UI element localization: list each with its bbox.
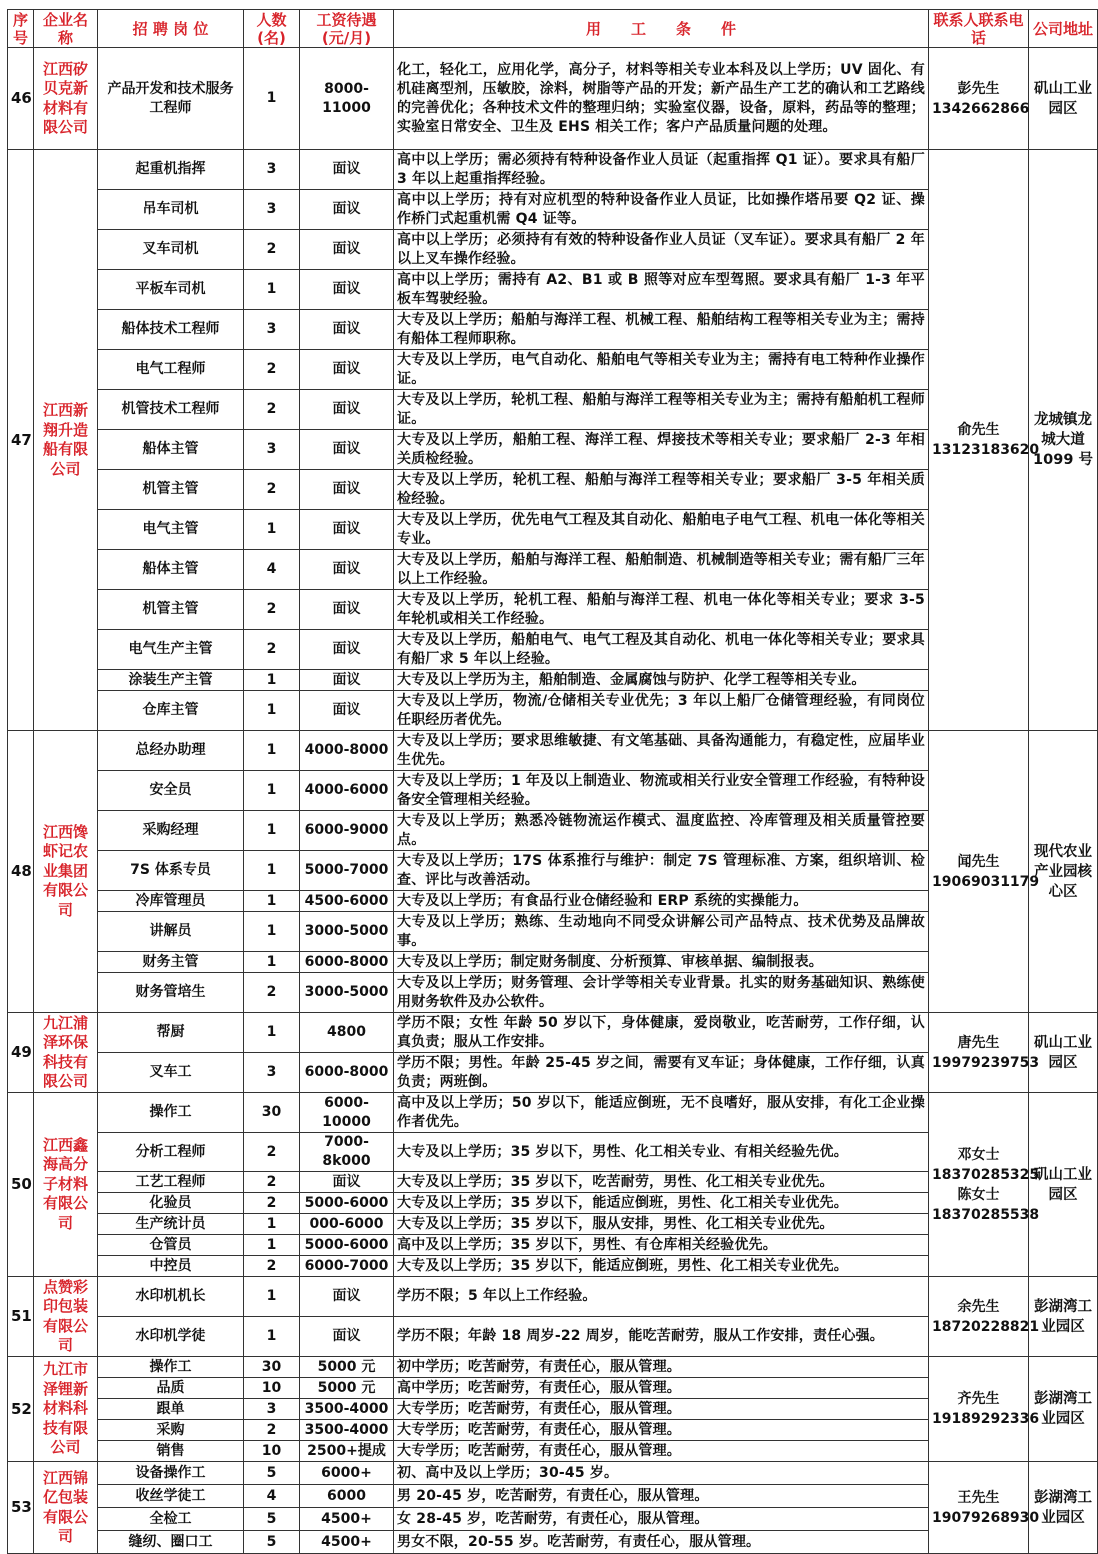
job-title: 销售 [98,1441,244,1462]
job-conditions: 学历不限；年龄 18 周岁-22 周岁，能吃苦耐劳，服从工作安排，责任心强。 [394,1317,929,1357]
job-title: 涂装生产主管 [98,670,244,691]
job-count: 2 [244,590,300,630]
job-count: 1 [244,1214,300,1235]
job-title: 中控员 [98,1256,244,1277]
header-count: 人数(名) [244,10,300,48]
job-count: 1 [244,1013,300,1053]
job-salary: 面议 [300,1277,394,1317]
job-title: 机管技术工程师 [98,390,244,430]
recruitment-table [7,9,1098,1554]
header-contact: 联系人联系电话 [929,10,1029,48]
job-salary: 面议 [300,390,394,430]
job-count: 4 [244,550,300,590]
job-count: 1 [244,691,300,731]
job-title: 操作工 [98,1093,244,1133]
seq-number: 53 [8,1462,34,1554]
job-title: 安全员 [98,771,244,811]
job-salary: 5000-6000 [300,1193,394,1214]
job-title: 吊车司机 [98,190,244,230]
job-title: 机管主管 [98,590,244,630]
job-conditions: 高中及以上学历；50 岁以下，能适应倒班，无不良嗜好，服从安排，有化工企业操作者优先。 [394,1093,929,1133]
job-count: 2 [244,1420,300,1441]
job-title: 生产统计员 [98,1214,244,1235]
job-conditions: 大专及以上学历，物流/仓储相关专业优先；3 年以上船厂仓储管理经验，有同岗位任职经历者优先。 [394,691,929,731]
job-conditions: 大专及以上学历，优先电气工程及其自动化、船舶电子电气工程、机电一体化等相关专业。 [394,510,929,550]
job-count: 1 [244,952,300,973]
job-salary: 4500+ [300,1508,394,1531]
company-address: 龙城镇龙城大道1099 号 [1029,150,1098,731]
job-salary: 面议 [300,430,394,470]
job-count: 2 [244,470,300,510]
job-conditions: 大专及以上学历；要求思维敏捷、有文笔基础、具备沟通能力，有稳定性，应届毕业生优先。 [394,731,929,771]
job-count: 1 [244,731,300,771]
company-name: 江西新翔升造船有限公司 [34,150,98,731]
job-count: 1 [244,670,300,691]
job-title: 品质 [98,1378,244,1399]
job-title: 操作工 [98,1357,244,1378]
company-name: 江西锦亿包装有限公司 [34,1462,98,1554]
job-salary: 面议 [300,230,394,270]
job-count: 1 [244,1277,300,1317]
job-count: 1 [244,510,300,550]
job-conditions: 大专及以上学历；17S 体系推行与维护：制定 7S 管理标准、方案，组织培训、检查、评比与改善活动。 [394,851,929,891]
job-count: 1 [244,1235,300,1256]
job-count: 2 [244,1256,300,1277]
job-conditions: 高中以上学历；持有对应机型的特种设备作业人员证，比如操作塔吊要 Q2 证、操作桥门式起重机需 Q4 证等。 [394,190,929,230]
job-count: 1 [244,270,300,310]
job-title: 叉车司机 [98,230,244,270]
job-conditions: 大专及以上学历；财务管理、会计学等相关专业背景。扎实的财务基础知识、熟练使用财务软件及办公软件。 [394,973,929,1013]
job-salary: 面议 [300,470,394,510]
job-salary: 3500-4000 [300,1420,394,1441]
job-conditions: 大专学历；吃苦耐劳，有责任心，服从管理。 [394,1399,929,1420]
contact-cell [929,150,1040,731]
job-title: 总经办助理 [98,731,244,771]
job-title: 全检工 [98,1508,244,1531]
job-salary: 面议 [300,1317,394,1357]
job-salary: 面议 [300,630,394,670]
job-conditions: 大专及以上学历；35 岁以下，吃苦耐劳，男性、化工相关专业优先。 [394,1172,929,1193]
job-count: 3 [244,150,300,190]
job-conditions: 大专及以上学历；有食品行业仓储经验和 ERP 系统的实操能力。 [394,891,929,912]
table-row [8,1462,1098,1485]
job-title: 船体主管 [98,430,244,470]
job-conditions: 大专及以上学历；35 岁以下，服从安排，男性、化工相关专业优先。 [394,1214,929,1235]
job-conditions: 大专及以上学历；船舶与海洋工程、机械工程、船舶结构工程等相关专业为主；需持有船体工程师职称。 [394,310,929,350]
job-salary: 4000-8000 [300,731,394,771]
job-salary: 面议 [300,510,394,550]
job-salary: 6000 [300,1485,394,1508]
job-conditions: 大专及以上学历，轮机工程、船舶与海洋工程、机电一体化等相关专业；要求 3-5 年轮机或相关工作经验。 [394,590,929,630]
job-salary: 3000-5000 [300,973,394,1013]
job-title: 船体主管 [98,550,244,590]
job-title: 采购 [98,1420,244,1441]
table-row [8,1013,1098,1053]
job-title: 跟单 [98,1399,244,1420]
job-salary: 4800 [300,1013,394,1053]
job-count: 30 [244,1357,300,1378]
job-conditions: 大专及以上学历，轮机工程、船舶与海洋工程等相关专业；要求船厂 3-5 年相关质检经验。 [394,470,929,510]
table-row [8,1093,1098,1133]
job-conditions: 大专及以上学历；1 年及以上制造业、物流或相关行业安全管理工作经验，有特种设备安全管理相关经验。 [394,771,929,811]
company-address: 矶山工业园区 [1029,1093,1098,1277]
seq-number: 46 [8,48,34,150]
header-position: 招 聘 岗 位 [98,10,244,48]
header-seq: 序号 [8,10,34,48]
job-conditions: 大专及以上学历；熟悉冷链物流运作模式、温度监控、冷库管理及相关质量管控要点。 [394,811,929,851]
job-title: 财务管培生 [98,973,244,1013]
job-conditions: 大专及以上学历为主，船舶制造、金属腐蚀与防护、化学工程等相关专业。 [394,670,929,691]
job-conditions: 高中学历；吃苦耐劳，有责任心，服从管理。 [394,1378,929,1399]
job-conditions: 大专及以上学历；35 岁以下，男性、化工相关专业、有相关经验先优。 [394,1133,929,1172]
job-count: 3 [244,430,300,470]
job-salary: 6000-9000 [300,811,394,851]
table-row [8,1357,1098,1378]
job-count: 2 [244,350,300,390]
job-title: 财务主管 [98,952,244,973]
job-salary: 6000+ [300,1462,394,1485]
contact-name: 俞先生 [957,422,1000,438]
job-conditions: 高中及以上学历；35 岁以下，男性、有仓库相关经验优先。 [394,1235,929,1256]
job-conditions: 女 28-45 岁，吃苦耐劳，有责任心，服从管理。 [394,1508,929,1531]
job-conditions: 高中以上学历；需持有 A2、B1 或 B 照等对应车型驾照。要求具有船厂 1-3 年平板车驾驶经验。 [394,270,929,310]
job-count: 30 [244,1093,300,1133]
job-title: 水印机机长 [98,1277,244,1317]
job-title: 仓库主管 [98,691,244,731]
job-conditions: 大专及以上学历；熟练、生动地向不同受众讲解公司产品特点、技术优势及品牌故事。 [394,912,929,952]
job-title: 电气工程师 [98,350,244,390]
job-salary: 6000-8000 [300,952,394,973]
job-conditions: 大专及以上学历，船舶与海洋工程、船舶制造、机械制造等相关专业；需有船厂三年以上工作经验。 [394,550,929,590]
header-salary: 工资待遇(元/月) [300,10,394,48]
job-salary: 5000-7000 [300,851,394,891]
job-conditions: 学历不限；男性。年龄 25-45 岁之间，需要有叉车证；身体健康，工作仔细，认真负责；两班倒。 [394,1053,929,1093]
job-conditions: 化工，轻化工，应用化学，高分子，材料等相关专业本科及以上学历；UV 固化、有机硅离型剂，压敏胶，涂料，树脂等产品的开发；新产品生产工艺的确认和工艺路线的完善优化；各种技术文件的整理归纳；实验室仪器，设备，原料，药品等的整理；实验室日常安全、卫生及 EHS 相关工作；客户产品质量问题的处理。 [394,48,929,150]
contact-phone: 19979239753 [932,1054,1040,1071]
job-conditions: 大专及以上学历，船舶电气、电气工程及其自动化、机电一体化等相关专业；要求具有船厂求 5 年以上经验。 [394,630,929,670]
company-address: 矶山工业园区 [1029,48,1098,150]
job-count: 3 [244,1399,300,1420]
company-address: 彭湖湾工业园区 [1029,1357,1098,1462]
job-count: 1 [244,912,300,952]
company-name: 江西馋虾记农业集团有限公司 [34,731,98,1013]
job-conditions: 大专及以上学历，电气自动化、船舶电气等相关专业为主；需持有电工特种作业操作证。 [394,350,929,390]
job-salary: 8000-11000 [300,48,394,150]
job-salary: 4500+ [300,1531,394,1554]
header-conditions: 用 工 条 件 [394,10,929,48]
contact-cell [929,1093,1040,1277]
job-conditions: 男 20-45 岁，吃苦耐劳，有责任心，服从管理。 [394,1485,929,1508]
table-body [8,48,1098,1554]
job-salary: 3500-4000 [300,1399,394,1420]
contact-cell [929,731,1040,1013]
contact-cell [929,1013,1040,1093]
job-count: 3 [244,1053,300,1093]
contact-name: 邓女士 [957,1146,1000,1163]
job-conditions: 大专及以上学历；35 岁以下，能适应倒班，男性、化工相关专业优先。 [394,1193,929,1214]
job-conditions: 大专学历；吃苦耐劳，有责任心，服从管理。 [394,1420,929,1441]
job-title: 工艺工程师 [98,1172,244,1193]
job-conditions: 初、高中及以上学历；30-45 岁。 [394,1462,929,1485]
job-count: 1 [244,771,300,811]
seq-number: 48 [8,731,34,1013]
job-salary: 3000-5000 [300,912,394,952]
job-conditions: 大专学历；吃苦耐劳，有责任心，服从管理。 [394,1441,929,1462]
contact-phone: 18720228821 [932,1318,1040,1335]
job-title: 帮厨 [98,1013,244,1053]
job-title: 冷库管理员 [98,891,244,912]
job-salary: 5000 元 [300,1378,394,1399]
job-salary: 面议 [300,550,394,590]
job-salary: 面议 [300,270,394,310]
job-title: 叉车工 [98,1053,244,1093]
job-count: 4 [244,1485,300,1508]
job-conditions: 大专及以上学历，轮机工程、船舶与海洋工程等相关专业为主；需持有船舶机工程师证。 [394,390,929,430]
job-conditions: 学历不限；女性 年龄 50 岁以下，身体健康，爱岗敬业，吃苦耐劳，工作仔细，认真负责；服从工作安排。 [394,1013,929,1053]
seq-number: 50 [8,1093,34,1277]
job-conditions: 大专及以上学历，船舶工程、海洋工程、焊接技术等相关专业；要求船厂 2-3 年相关质检经验。 [394,430,929,470]
job-count: 10 [244,1441,300,1462]
job-title: 起重机指挥 [98,150,244,190]
company-address: 彭湖湾工业园区 [1029,1462,1098,1554]
contact-name: 彭先生 [957,80,1000,97]
job-title: 仓管员 [98,1235,244,1256]
job-title: 缝纫、圈口工 [98,1531,244,1554]
job-title: 平板车司机 [98,270,244,310]
job-count: 5 [244,1531,300,1554]
job-salary: 6000-8000 [300,1053,394,1093]
job-count: 1 [244,1317,300,1357]
seq-number: 49 [8,1013,34,1093]
job-title: 讲解员 [98,912,244,952]
contact-name: 陈女士 [957,1186,1000,1203]
company-name: 点赞彩印包装有限公司 [34,1277,98,1357]
contact-phone: 19079268930 [932,1509,1040,1526]
job-conditions: 高中以上学历；必须持有有效的特种设备作业人员证（叉车证）。要求具有船厂 2 年以上叉车操作经验。 [394,230,929,270]
table-row [8,150,1098,190]
job-title: 机管主管 [98,470,244,510]
contact-phone: 18370285325 [932,1166,1040,1183]
seq-number: 52 [8,1357,34,1462]
job-salary: 面议 [300,350,394,390]
header-company: 企业名称 [34,10,98,48]
company-address: 矶山工业园区 [1029,1013,1098,1093]
job-count: 5 [244,1508,300,1531]
contact-cell [929,1357,1040,1462]
job-title: 采购经理 [98,811,244,851]
job-conditions: 男女不限，20-55 岁。吃苦耐劳，有责任心，服从管理。 [394,1531,929,1554]
recruitment-sheet [7,9,1093,1554]
job-salary: 4000-6000 [300,771,394,811]
job-conditions: 学历不限；5 年以上工作经验。 [394,1277,929,1317]
seq-number: 47 [8,150,34,731]
header-address: 公司地址 [1029,10,1098,48]
contact-name: 闻先生 [957,853,1000,870]
job-title: 分析工程师 [98,1133,244,1172]
job-count: 2 [244,1133,300,1172]
contact-name: 王先生 [957,1489,1000,1506]
table-row [8,1277,1098,1317]
job-salary: 面议 [300,691,394,731]
company-address: 彭湖湾工业园区 [1029,1277,1098,1357]
job-salary: 面议 [300,590,394,630]
seq-number: 51 [8,1277,34,1357]
contact-cell [929,1462,1040,1554]
job-count: 1 [244,811,300,851]
job-count: 2 [244,973,300,1013]
company-name: 江西鑫海高分子材料有限公司 [34,1093,98,1277]
job-salary: 面议 [300,150,394,190]
job-salary: 4500-6000 [300,891,394,912]
job-salary: 面议 [300,310,394,350]
job-title: 产品开发和技术服务工程师 [98,48,244,150]
job-count: 10 [244,1378,300,1399]
job-conditions: 高中以上学历；需必须持有特种设备作业人员证（起重指挥 Q1 证）。要求具有船厂 3 年以上起重指挥经验。 [394,150,929,190]
company-name: 江西矽贝克新材料有限公司 [34,48,98,150]
company-name: 九江市泽锂新材料科技有限公司 [34,1357,98,1462]
job-title: 电气生产主管 [98,630,244,670]
job-title: 收丝学徒工 [98,1485,244,1508]
contact-cell [929,1277,1040,1357]
job-salary: 面议 [300,190,394,230]
company-address: 现代农业产业园核心区 [1029,731,1098,1013]
contact-phone: 18370285538 [932,1206,1040,1223]
contact-name: 唐先生 [957,1034,1000,1051]
header-row [8,10,1098,48]
job-salary: 6000-10000 [300,1093,394,1133]
job-salary: 2500+提成 [300,1441,394,1462]
job-title: 电气主管 [98,510,244,550]
job-count: 2 [244,230,300,270]
job-conditions: 初中学历；吃苦耐劳，有责任心，服从管理。 [394,1357,929,1378]
job-title: 7S 体系专员 [98,851,244,891]
job-count: 2 [244,630,300,670]
table-row [8,731,1098,771]
job-count: 1 [244,891,300,912]
contact-name: 余先生 [957,1298,1000,1315]
job-salary: 7000-8k000 [300,1133,394,1172]
job-salary: 5000-6000 [300,1235,394,1256]
contact-phone: 19069031179 [932,873,1040,890]
contact-cell [929,48,1029,150]
job-count: 2 [244,1193,300,1214]
job-salary: 5000 元 [300,1357,394,1378]
job-count: 3 [244,310,300,350]
job-count: 1 [244,48,300,150]
job-title: 水印机学徒 [98,1317,244,1357]
job-salary: 000-6000 [300,1214,394,1235]
job-title: 化验员 [98,1193,244,1214]
contact-phone: 19189292336 [932,1411,1040,1427]
table-row [8,48,1098,150]
job-count: 2 [244,1172,300,1193]
job-conditions: 大专及以上学历；35 岁以下，能适应倒班，男性、化工相关专业优先。 [394,1256,929,1277]
job-conditions: 大专及以上学历；制定财务制度、分析预算、审核单据、编制报表。 [394,952,929,973]
job-salary: 面议 [300,1172,394,1193]
job-salary: 面议 [300,670,394,691]
job-title: 设备操作工 [98,1462,244,1485]
contact-phone: 1342662866 [932,100,1030,117]
job-count: 5 [244,1462,300,1485]
contact-name: 齐先生 [957,1391,1000,1407]
job-count: 1 [244,851,300,891]
contact-phone: 13123183620 [932,442,1040,458]
company-name: 九江浦泽环保科技有限公司 [34,1013,98,1093]
job-salary: 6000-7000 [300,1256,394,1277]
job-count: 3 [244,190,300,230]
job-count: 2 [244,390,300,430]
job-title: 船体技术工程师 [98,310,244,350]
